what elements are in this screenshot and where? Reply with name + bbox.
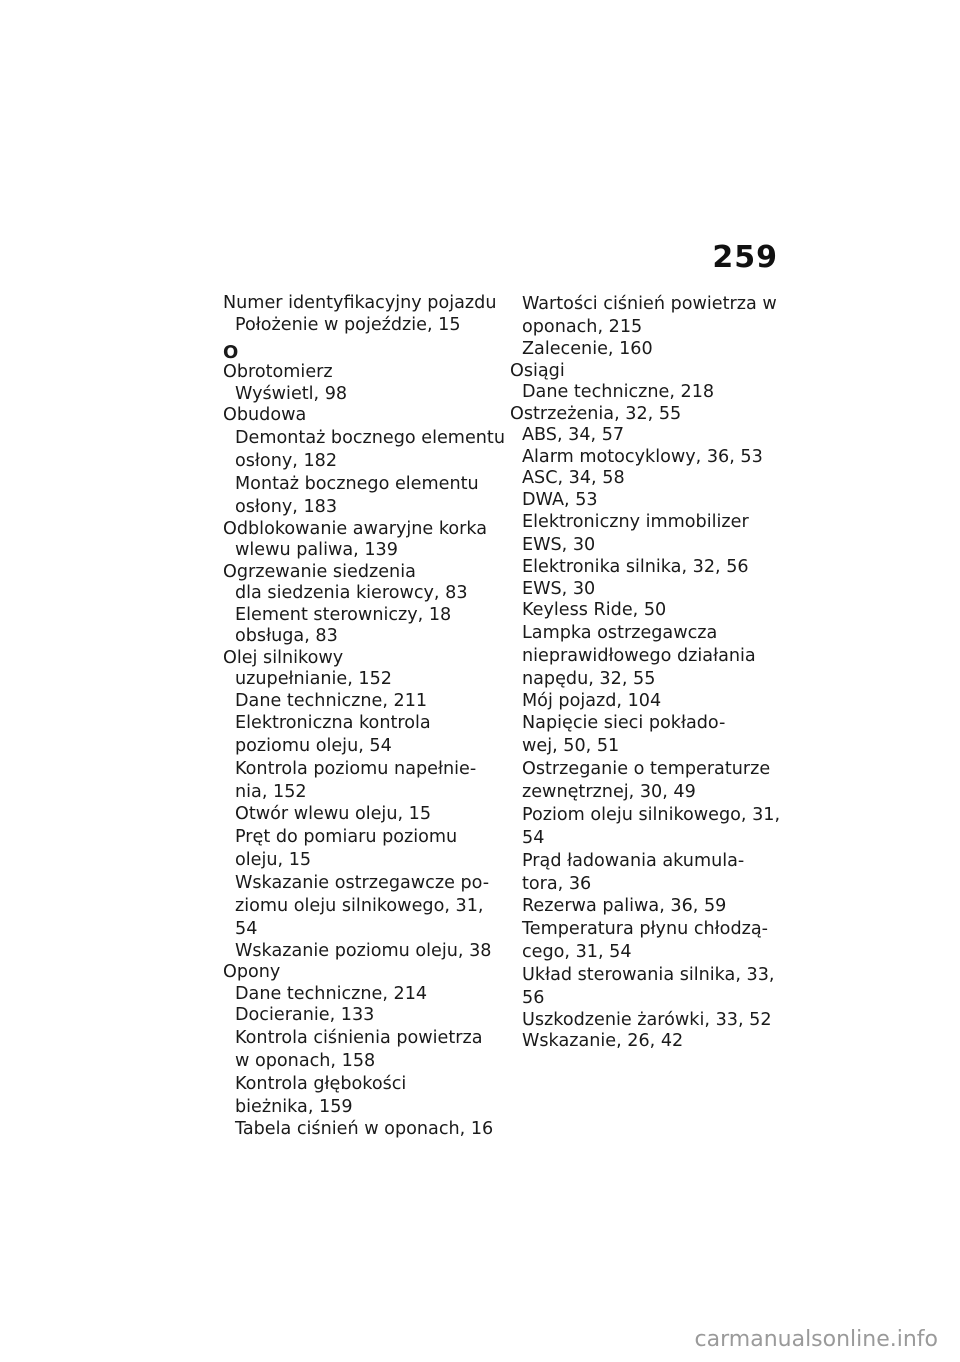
index-subentry	[510, 447, 785, 469]
index-heading: Ostrzeżenia, 32, 55	[510, 403, 682, 424]
index-subentry-line: oleju, 15	[235, 849, 312, 870]
index-subentry	[223, 941, 508, 963]
index-subentry-line: Elektroniczny immobilizer	[522, 512, 749, 532]
index-heading: Obrotomierz	[223, 362, 333, 382]
index-subentry-line: Lampka ostrzegawcza	[522, 622, 718, 643]
index-subentry-line: Element sterowniczy, 18	[235, 604, 452, 625]
index-subentry-line: 54	[235, 918, 258, 939]
index-subentry-line: Dane techniczne, 218	[522, 382, 715, 402]
index-subentry	[223, 758, 508, 804]
index-subentry-line: Temperatura płynu chłodzą-	[522, 918, 768, 939]
index-subentry-line: Pręt do pomiaru poziomu	[235, 826, 458, 847]
index-subentry-line: uzupełnianie, 152	[235, 669, 392, 689]
index-subentry-line: Ostrzeganie o temperaturze	[522, 759, 771, 779]
index-subentry-line: tora, 36	[522, 874, 592, 894]
index-heading: Odblokowanie awaryjne korka	[223, 518, 488, 539]
index-subentry-line: Otwór wlewu oleju, 15	[235, 804, 432, 824]
index-subentry	[510, 600, 785, 622]
index-heading: Olej silnikowy	[223, 647, 344, 668]
index-subentry	[223, 583, 508, 605]
index-subentry-line: Napięcie sieci pokłado-	[522, 713, 726, 733]
index-subentry	[223, 1119, 508, 1141]
index-subentry	[510, 1031, 785, 1053]
index-subentry-line: DWA, 53	[522, 489, 598, 510]
index-subentry	[510, 293, 785, 339]
index-subentry-line: oponach, 215	[522, 317, 643, 337]
index-subentry	[510, 490, 785, 512]
index-subentry-line: Dane techniczne, 214	[235, 983, 428, 1004]
index-subentry-line: Wartości ciśnień powietrza w	[522, 294, 777, 314]
index-subentry-line: zewnętrznej, 30, 49	[522, 782, 696, 802]
index-subentry-line: Demontaż bocznego elementu	[235, 427, 505, 448]
index-subentry	[223, 1027, 508, 1073]
index-subentry-line: osłony, 183	[235, 496, 338, 517]
index-heading: Ogrzewanie siedzenia	[223, 561, 416, 582]
index-subentry-line: EWS, 30	[522, 535, 596, 555]
index-subentry	[510, 622, 785, 691]
index-subentry-line: Alarm motocyklowy, 36, 53	[522, 446, 763, 467]
index-subentry-line: Poziom oleju silnikowego, 31,	[522, 805, 781, 825]
index-subentry-line: napędu, 32, 55	[522, 668, 656, 689]
index-subentry	[223, 384, 508, 406]
index-subentry-line: bieżnika, 159	[235, 1096, 353, 1117]
index-subentry	[510, 758, 785, 804]
index-subentry-line: Wyświetl, 98	[235, 383, 348, 404]
index-subentry	[223, 1005, 508, 1027]
index-subentry-line: cego, 31, 54	[522, 941, 632, 962]
index-subentry-line: wlewu paliwa, 139	[235, 540, 398, 560]
index-column-right	[510, 293, 785, 1053]
index-subentry	[510, 964, 785, 1010]
index-subentry-line: Układ sterowania silnika, 33,	[522, 964, 775, 985]
index-subentry-line: ziomu oleju silnikowego, 31,	[235, 895, 484, 916]
index-heading: Osiągi	[510, 360, 565, 381]
index-subentry	[510, 557, 785, 579]
index-subentry-line: wej, 50, 51	[522, 736, 620, 756]
index-section-letter: O	[223, 342, 239, 363]
index-subentry-line: Kontrola poziomu napełnie-	[235, 759, 477, 779]
index-subentry	[510, 896, 785, 918]
index-subentry-line: 54	[522, 828, 545, 848]
index-subentry	[223, 984, 508, 1006]
index-subentry	[510, 804, 785, 850]
index-subentry	[510, 339, 785, 361]
index-subentry-line: Docieranie, 133	[235, 1005, 375, 1025]
index-subentry	[510, 1010, 785, 1032]
index-subentry	[510, 511, 785, 557]
index-subentry	[223, 691, 508, 713]
index-subentry-line: Położenie w pojeździe, 15	[235, 314, 461, 335]
index-subentry	[223, 473, 508, 519]
index-subentry-line: 56	[522, 987, 545, 1008]
index-subentry-line: Kontrola głębokości	[235, 1073, 407, 1094]
index-subentry	[510, 579, 785, 601]
index-subentry	[510, 468, 785, 490]
index-subentry-line: Rezerwa paliwa, 36, 59	[522, 896, 727, 916]
index-subentry	[223, 804, 508, 826]
index-heading: Numer identyfikacyjny pojazdu	[223, 293, 497, 313]
index-subentry-line: Mój pojazd, 104	[522, 690, 662, 711]
index-subentry	[223, 605, 508, 627]
index-subentry-line: Montaż bocznego elementu	[235, 473, 479, 494]
index-subentry-line: nieprawidłowego działania	[522, 645, 756, 666]
index-subentry	[510, 425, 785, 447]
index-subentry-line: Elektronika silnika, 32, 56	[522, 557, 749, 577]
index-subentry-line: nia, 152	[235, 782, 307, 802]
index-subentry-line: Uszkodzenie żarówki, 33, 52	[522, 1009, 772, 1030]
index-subentry-line: poziomu oleju, 54	[235, 736, 392, 756]
index-subentry	[510, 691, 785, 713]
index-subentry-line: Zalecenie, 160	[522, 339, 653, 359]
index-subentry-line: Dane techniczne, 211	[235, 690, 428, 711]
index-subentry	[223, 826, 508, 872]
index-subentry	[223, 626, 508, 648]
index-subentry-line: ASC, 34, 58	[522, 468, 625, 488]
index-column-left	[223, 293, 508, 1140]
index-subentry	[510, 850, 785, 896]
index-subentry-line: dla siedzenia kierowcy, 83	[235, 583, 468, 603]
watermark-footer: carmanualsonline.info	[694, 1327, 938, 1352]
index-subentry-line: Wskazanie poziomu oleju, 38	[235, 940, 492, 961]
index-subentry	[223, 1073, 508, 1119]
index-subentry	[223, 872, 508, 941]
index-subentry-line: ABS, 34, 57	[522, 425, 625, 445]
index-subentry-line: w oponach, 158	[235, 1050, 376, 1071]
index-subentry-line: EWS, 30	[522, 578, 596, 599]
page-number: 259	[712, 240, 778, 275]
index-subentry	[223, 427, 508, 473]
index-subentry-line: obsługa, 83	[235, 626, 338, 646]
index-subentry-line: Elektroniczna kontrola	[235, 713, 431, 733]
index-subentry-line: Wskazanie ostrzegawcze po-	[235, 872, 490, 893]
index-subentry-line: Keyless Ride, 50	[522, 600, 667, 620]
index-subentry	[223, 669, 508, 691]
index-subentry-line: Wskazanie, 26, 42	[522, 1031, 684, 1051]
index-subentry	[510, 712, 785, 758]
index-subentry-line: osłony, 182	[235, 450, 338, 471]
index-subentry	[223, 315, 508, 337]
index-subentry	[223, 712, 508, 758]
index-subentry-line: Kontrola ciśnienia powietrza	[235, 1027, 483, 1048]
index-heading: Opony	[223, 962, 281, 982]
index-subentry	[223, 540, 508, 562]
index-subentry	[510, 918, 785, 964]
index-heading: Obudowa	[223, 405, 307, 425]
index-subentry	[510, 382, 785, 404]
index-subentry-line: Prąd ładowania akumula-	[522, 851, 745, 871]
index-subentry-line: Tabela ciśnień w oponach, 16	[235, 1118, 494, 1139]
